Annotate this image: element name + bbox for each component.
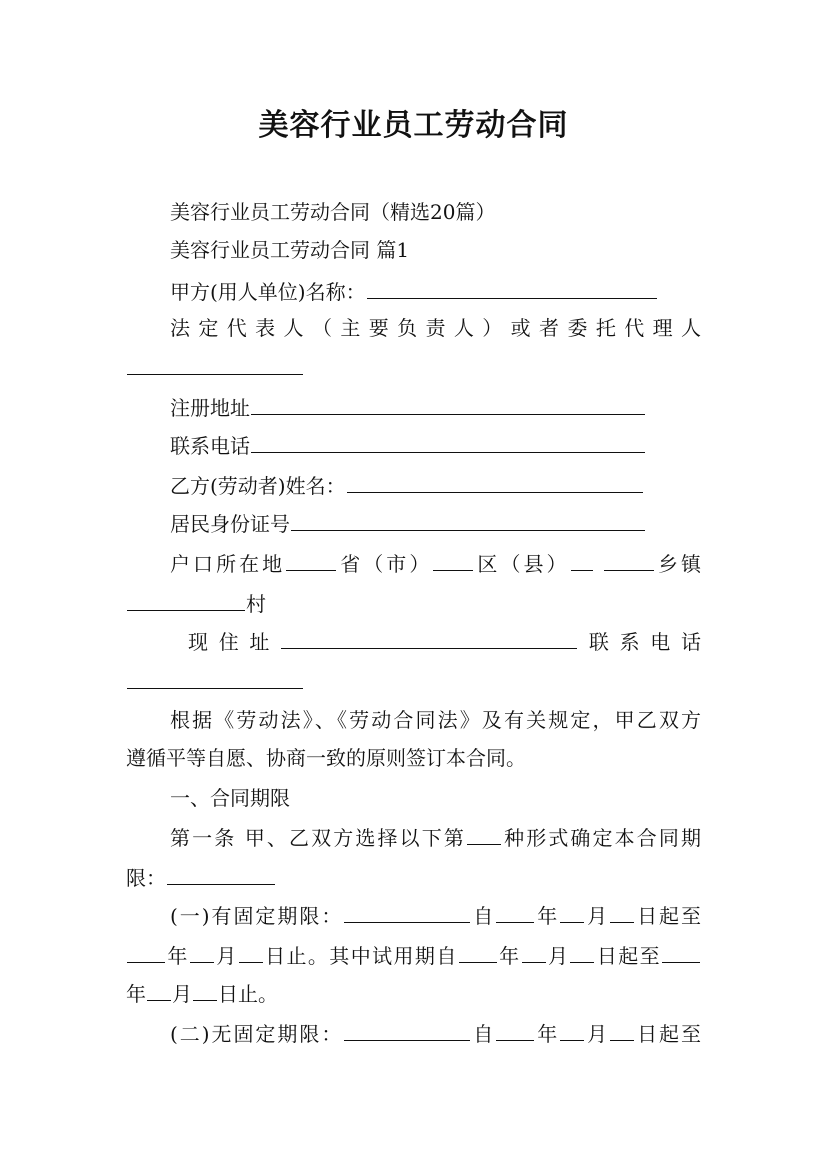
probation-end-year-label: 年 [126,982,146,1006]
document-title: 美容行业员工劳动合同 [258,108,569,143]
fixed-term-line [170,900,701,930]
preamble-text-2: 遵循平等自愿、协商一致的原则签订本合同。 [126,746,526,770]
legal-rep-blank-line [126,352,304,382]
open-term-line [170,1018,701,1048]
probation-end-month-label: 月 [172,982,192,1006]
section-heading [170,236,409,264]
extra-blank [571,548,593,571]
probation-month-blank [522,940,546,963]
subtitle-line [170,198,495,226]
id-number-label: 居民身份证号 [170,512,290,536]
preamble-line-1 [170,706,701,734]
day-blank [610,900,634,923]
preamble-line-2 [126,744,526,772]
probation-end-day-blank [193,978,217,1001]
province-label: 省（市） [337,552,433,576]
address-blank [251,392,645,415]
probation-text: 日止。其中试用期自 [263,944,458,968]
preamble-text-1: 根据《劳动法》、《劳动合同法》及有关规定，甲乙双方 [170,708,701,732]
legal-rep-line [170,314,701,342]
village-blank [127,588,245,611]
hukou-line [170,548,701,578]
term-label: 限： [126,866,166,890]
month-blank [560,900,584,923]
address-label: 注册地址 [170,396,250,420]
fixed-term-line-2 [126,940,701,970]
legal-rep-label: 法定代表人（主要负责人）或者委托代理人 [170,316,701,340]
party-a-name-blank [367,276,657,299]
party-a-name-label: 甲方(用人单位)名称： [170,280,366,304]
term-blank [167,862,275,885]
party-b-name-label: 乙方(劳动者)姓名： [170,474,346,498]
district-blank [433,548,473,571]
probation-year-blank [459,940,497,963]
phone-line [170,430,646,460]
probation-end-year-blank [662,940,700,963]
open-year-label: 年 [535,1022,560,1046]
day-until-label: 日起至 [635,904,702,928]
open-until-label: 日起至 [635,1022,702,1046]
probation-until-label: 日起至 [595,944,662,968]
probation-day-blank [570,940,594,963]
village-label: 村 [246,592,266,616]
article-1-line-2 [126,862,276,892]
article-1-text-b: 种形式确定本合同期 [501,826,702,850]
phone-blank [251,430,645,453]
end-day-blank [239,940,263,963]
month-label: 月 [585,904,610,928]
open-term-blank [344,1018,470,1041]
probation-month-label: 月 [546,944,570,968]
chapter-heading-text: 一、合同期限 [170,786,290,810]
id-number-line [170,508,646,538]
form-choice-blank [467,822,501,845]
subtitle-text: 美容行业员工劳动合同（精选20篇） [170,200,496,224]
probation-end-label: 日止。 [218,982,278,1006]
current-phone-blank-line [126,666,304,696]
end-month-label: 月 [214,944,238,968]
township-blank [604,548,654,571]
from-label: 自 [471,904,496,928]
fixed-term-label: (一)有固定期限： [170,904,344,928]
open-month-blank [560,1018,584,1041]
phone-label: 联系电话 [170,434,250,458]
section-heading-text: 美容行业员工劳动合同 篇1 [170,238,410,262]
year-blank [496,900,534,923]
party-a-name-line [170,276,658,306]
year-label: 年 [535,904,560,928]
fixed-term-blank [344,900,470,923]
township-label: 乡镇 [654,552,702,576]
current-address-blank [281,626,577,649]
end-year-label: 年 [166,944,189,968]
legal-rep-blank [127,352,303,375]
end-month-blank [190,940,214,963]
current-address-label: 现住址 [188,630,281,654]
open-year-blank [496,1018,534,1041]
article-1-line [170,822,701,852]
address-line [170,392,646,422]
probation-end-month-blank [147,978,171,1001]
id-number-blank [291,508,645,531]
current-address-line [170,626,701,656]
chapter-heading [170,784,290,812]
probation-year-label: 年 [497,944,521,968]
party-b-name-line [170,470,644,500]
province-blank [286,548,336,571]
current-phone-blank [127,666,303,689]
fixed-term-line-3 [126,978,278,1008]
open-month-label: 月 [585,1022,610,1046]
party-b-name-blank [347,470,643,493]
open-term-label: (二)无固定期限： [170,1022,344,1046]
current-phone-label: 联系电话 [578,630,702,654]
open-from-label: 自 [471,1022,496,1046]
district-label: 区（县） [474,552,570,576]
hukou-label: 户口所在地 [170,552,286,576]
open-day-blank [610,1018,634,1041]
end-year-blank [127,940,165,963]
village-line [126,588,266,618]
article-1-text-a: 第一条 甲、乙双方选择以下第 [170,826,466,850]
